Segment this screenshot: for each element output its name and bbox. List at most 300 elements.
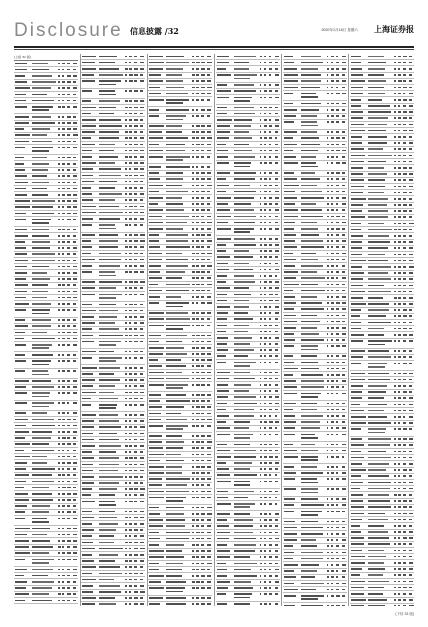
- table-cell: [327, 178, 329, 180]
- table-cell: [99, 62, 115, 64]
- table-cell: [234, 456, 257, 458]
- table-cell: [207, 359, 211, 361]
- table-cell: [129, 162, 132, 164]
- table-cell: [234, 269, 254, 271]
- table-cell: [264, 362, 267, 364]
- table-cell: [260, 390, 262, 392]
- table-cell: [67, 360, 70, 362]
- table-cell: [368, 74, 384, 76]
- table-cell: [234, 294, 252, 296]
- table-cell: [342, 56, 347, 58]
- table-cell: [269, 396, 273, 398]
- table-cell: [125, 457, 128, 459]
- table-cell: [201, 335, 205, 337]
- table-cell: [192, 93, 194, 95]
- table-cell: [409, 204, 412, 206]
- table-cell: [207, 185, 211, 187]
- table-cell: [336, 558, 339, 560]
- table-cell: [196, 372, 199, 374]
- table-cell: [398, 350, 400, 352]
- table-cell: [217, 137, 229, 139]
- table-cell: [201, 234, 205, 236]
- table-cell: [264, 90, 267, 92]
- table-cell: [99, 548, 123, 550]
- table-cell: [234, 250, 250, 252]
- table-cell: [73, 87, 77, 89]
- table-cell: [32, 443, 49, 445]
- table-cell: [192, 454, 194, 456]
- table-cell: [207, 284, 211, 286]
- table-cell: [368, 379, 390, 381]
- table-cell: [327, 527, 329, 529]
- table-cell: [351, 550, 362, 552]
- table-cell: [207, 441, 211, 443]
- table-cell: [217, 113, 228, 115]
- table-cell: [58, 593, 61, 595]
- table-cell: [67, 540, 71, 542]
- table-cell: [331, 521, 334, 523]
- table-cell: [269, 331, 272, 333]
- table-cell: [192, 172, 194, 174]
- table-cell: [275, 396, 279, 398]
- table-cell: [201, 318, 204, 320]
- table-cell: [264, 456, 267, 458]
- table-cell: [73, 291, 77, 293]
- table-cell: [269, 256, 272, 258]
- table-cell: [166, 603, 186, 605]
- table-cell: [403, 550, 406, 552]
- table-cell: [403, 593, 406, 595]
- table-cell: [15, 200, 30, 202]
- table-cell: [260, 250, 263, 252]
- table-cell: [196, 597, 198, 599]
- table-cell: [73, 266, 77, 268]
- table-cell: [217, 119, 232, 121]
- table-cell: [217, 238, 231, 240]
- table-cell: [166, 119, 183, 121]
- table-cell: [201, 394, 205, 396]
- table-cell: [301, 583, 324, 585]
- table-cell: [403, 379, 406, 381]
- table-cell: [15, 499, 29, 501]
- table-cell: [264, 497, 267, 499]
- table-cell: [394, 179, 396, 181]
- table-cell: [217, 427, 231, 429]
- table-cell: [32, 364, 49, 366]
- table-cell: [82, 529, 94, 531]
- table-cell: [192, 378, 194, 380]
- table-cell: [336, 478, 339, 480]
- table-cell: [301, 234, 319, 236]
- table-cell: [125, 404, 127, 406]
- table-cell: [284, 488, 296, 490]
- table-cell: [140, 597, 143, 599]
- table-cell: [82, 316, 94, 318]
- table-cell: [234, 355, 249, 357]
- table-cell: [217, 513, 230, 515]
- table-cell: [394, 254, 396, 256]
- table-cell: [275, 300, 279, 302]
- table-cell: [149, 271, 160, 273]
- table-cell: [331, 552, 333, 554]
- table-row: [283, 487, 347, 497]
- table-cell: [394, 241, 396, 243]
- table-cell: [67, 474, 70, 476]
- table-cell: [284, 521, 295, 523]
- table-cell: [264, 587, 267, 589]
- table-cell: [82, 281, 94, 283]
- table-cell: [207, 178, 211, 180]
- table-cell: [336, 409, 339, 411]
- table-cell: [351, 463, 362, 465]
- table-cell: [234, 78, 251, 80]
- table-cell: [264, 403, 267, 405]
- table-cell: [58, 134, 60, 136]
- table-cell: [336, 415, 340, 417]
- table-cell: [394, 451, 396, 453]
- table-cell: [32, 559, 54, 561]
- table-cell: [301, 539, 316, 541]
- table-cell: [58, 81, 60, 83]
- table-cell: [134, 271, 137, 273]
- table-cell: [15, 518, 25, 520]
- table-row: [216, 602, 280, 606]
- table-cell: [327, 521, 329, 523]
- table-cell: [62, 412, 65, 414]
- table-cell: [67, 552, 71, 554]
- table-cell: [129, 476, 132, 478]
- table-cell: [15, 291, 27, 293]
- table-cell: [73, 309, 76, 311]
- table-cell: [196, 137, 199, 139]
- table-cell: [301, 488, 318, 490]
- table-cell: [284, 434, 295, 436]
- table-cell: [368, 241, 390, 243]
- table-cell: [368, 179, 385, 181]
- table-cell: [342, 533, 346, 535]
- table-cell: [207, 484, 210, 486]
- table-cell: [327, 472, 329, 474]
- table-cell: [394, 385, 396, 387]
- table-cell: [409, 117, 412, 119]
- table-cell: [301, 103, 322, 105]
- table-cell: [67, 278, 71, 280]
- table-cell: [73, 206, 77, 208]
- table-cell: [99, 451, 116, 453]
- table-cell: [196, 56, 199, 58]
- table-cell: [125, 62, 127, 64]
- table-cell: [260, 185, 262, 187]
- table-cell: [129, 433, 132, 435]
- table-cell: [234, 484, 251, 486]
- table-cell: [207, 538, 211, 540]
- table-cell: [394, 148, 396, 150]
- table-cell: [82, 591, 93, 593]
- table-cell: [32, 552, 49, 554]
- table-cell: [264, 390, 267, 392]
- table-cell: [32, 122, 55, 124]
- table-cell: [275, 281, 279, 283]
- table-cell: [196, 441, 199, 443]
- table-cell: [134, 501, 137, 503]
- table-cell: [166, 425, 188, 427]
- table-cell: [192, 413, 194, 415]
- table-cell: [99, 271, 115, 273]
- table-cell: [82, 150, 92, 152]
- table-cell: [32, 87, 51, 89]
- table-cell: [82, 501, 95, 503]
- table-cell: [234, 343, 250, 345]
- table-cell: [15, 69, 27, 71]
- table-cell: [342, 308, 346, 310]
- table-cell: [398, 204, 401, 206]
- table-cell: [73, 75, 77, 77]
- table-cell: [351, 444, 364, 446]
- table-cell: [140, 316, 144, 318]
- table-cell: [82, 476, 94, 478]
- table-cell: [409, 74, 412, 76]
- table-cell: [331, 216, 334, 218]
- table-cell: [62, 559, 65, 561]
- table-cell: [234, 563, 258, 565]
- table-cell: [264, 275, 267, 277]
- table-cell: [398, 550, 400, 552]
- table-cell: [398, 506, 401, 508]
- table-cell: [331, 284, 333, 286]
- table-cell: [58, 260, 60, 262]
- table-cell: [264, 203, 267, 205]
- table-cell: [166, 591, 183, 593]
- table-cell: [342, 68, 346, 70]
- table-cell: [58, 360, 60, 362]
- table-cell: [99, 523, 118, 525]
- table-cell: [351, 605, 364, 606]
- table-cell: [129, 56, 131, 58]
- table-cell: [269, 216, 272, 218]
- table-cell: [217, 97, 229, 99]
- table-cell: [67, 253, 70, 255]
- table-cell: [234, 62, 249, 64]
- table-cell: [351, 568, 362, 570]
- table-cell: [207, 353, 211, 355]
- table-cell: [125, 224, 127, 226]
- table-cell: [166, 144, 184, 146]
- table-cell: [234, 519, 254, 521]
- table-cell: [403, 416, 405, 418]
- table-row: [216, 432, 280, 442]
- table-cell: [398, 291, 401, 293]
- table-cell: [67, 402, 69, 404]
- table-cell: [264, 434, 266, 436]
- table-cell: [368, 482, 391, 484]
- table-cell: [351, 124, 364, 126]
- table-cell: [217, 462, 227, 464]
- table-cell: [368, 438, 391, 440]
- table-cell: [301, 444, 315, 446]
- table-cell: [342, 290, 346, 292]
- table-cell: [264, 263, 267, 265]
- table-cell: [336, 345, 340, 347]
- table-cell: [67, 235, 70, 237]
- table-cell: [331, 374, 334, 376]
- table-cell: [394, 373, 396, 375]
- table-cell: [351, 562, 365, 564]
- table-cell: [201, 597, 204, 599]
- table-cell: [409, 469, 412, 471]
- table-cell: [166, 296, 181, 298]
- table-cell: [15, 392, 27, 394]
- table-cell: [327, 137, 329, 139]
- table-cell: [398, 410, 401, 412]
- table-cell: [327, 62, 329, 64]
- table-cell: [331, 386, 334, 388]
- table-cell: [398, 309, 400, 311]
- table-cell: [129, 322, 131, 324]
- table-cell: [327, 511, 329, 513]
- table-cell: [32, 253, 55, 255]
- table-cell: [269, 131, 272, 133]
- table-cell: [398, 315, 401, 317]
- table-cell: [275, 84, 279, 86]
- table-cell: [201, 460, 204, 462]
- table-cell: [327, 533, 329, 535]
- table-cell: [73, 344, 77, 346]
- table-cell: [336, 253, 339, 255]
- table-cell: [73, 443, 76, 445]
- table-cell: [275, 228, 279, 230]
- table-cell: [336, 203, 339, 205]
- table-row: [148, 154, 212, 164]
- table-cell: [99, 554, 117, 556]
- table-cell: [342, 259, 345, 261]
- table-cell: [207, 466, 211, 468]
- table-cell: [32, 392, 50, 394]
- table-cell: [129, 218, 132, 220]
- table-cell: [394, 438, 396, 440]
- table-cell: [398, 428, 401, 430]
- table-cell: [409, 179, 413, 181]
- table-cell: [196, 302, 198, 304]
- table-cell: [398, 531, 401, 533]
- table-cell: [140, 335, 144, 337]
- table-cell: [15, 462, 27, 464]
- table-cell: [331, 259, 334, 261]
- table-cell: [398, 422, 400, 424]
- table-cell: [260, 306, 262, 308]
- table-cell: [196, 365, 199, 367]
- table-cell: [394, 328, 396, 330]
- table-cell: [284, 478, 295, 480]
- table-cell: [260, 349, 262, 351]
- table-cell: [260, 403, 262, 405]
- table-cell: [67, 587, 70, 589]
- table-cell: [409, 605, 414, 606]
- table-cell: [301, 144, 321, 146]
- table-cell: [368, 80, 386, 82]
- table-cell: [409, 404, 413, 406]
- table-cell: [234, 238, 255, 240]
- table-cell: [207, 472, 210, 474]
- table-cell: [58, 505, 60, 507]
- table-cell: [149, 425, 162, 427]
- table-cell: [269, 355, 273, 357]
- table-cell: [62, 116, 64, 118]
- table-cell: [403, 285, 406, 287]
- table-cell: [394, 56, 396, 58]
- table-cell: [196, 62, 199, 64]
- table-cell: [134, 322, 137, 324]
- table-cell: [260, 300, 262, 302]
- table-cell: [67, 309, 70, 311]
- table-cell: [129, 310, 131, 312]
- table-cell: [260, 532, 262, 534]
- table-cell: [269, 525, 273, 527]
- table-row: [148, 114, 212, 124]
- table-cell: [125, 579, 127, 581]
- table-cell: [15, 370, 25, 372]
- table-cell: [192, 538, 194, 540]
- table-row: [14, 391, 78, 401]
- table-cell: [149, 240, 159, 242]
- table-cell: [207, 87, 212, 89]
- table-cell: [260, 372, 262, 374]
- table-cell: [327, 498, 329, 500]
- table-cell: [166, 328, 183, 330]
- table-cell: [134, 451, 137, 453]
- table-cell: [73, 581, 76, 583]
- table-cell: [15, 94, 26, 96]
- table-cell: [32, 412, 47, 414]
- table-cell: [217, 263, 229, 265]
- table-cell: [331, 327, 334, 329]
- table-cell: [342, 62, 346, 64]
- table-cell: [58, 297, 60, 299]
- table-cell: [284, 253, 294, 255]
- table-cell: [351, 500, 363, 502]
- table-cell: [82, 542, 93, 544]
- table-cell: [275, 97, 279, 99]
- table-cell: [82, 420, 94, 422]
- table-cell: [192, 284, 194, 286]
- table-cell: [129, 107, 132, 109]
- table-cell: [269, 281, 272, 283]
- table-cell: [327, 209, 329, 211]
- table-cell: [129, 246, 132, 248]
- table-cell: [32, 344, 52, 346]
- table-cell: [129, 351, 131, 353]
- table-cell: [275, 162, 279, 164]
- table-cell: [398, 587, 401, 589]
- table-cell: [331, 253, 334, 255]
- table-cell: [331, 87, 334, 89]
- table-cell: [394, 605, 396, 606]
- table-cell: [58, 600, 60, 602]
- table-row: [81, 292, 145, 302]
- table-cell: [166, 597, 186, 599]
- table-cell: [58, 370, 60, 372]
- table-cell: [62, 247, 64, 249]
- table-cell: [125, 591, 127, 593]
- table-cell: [342, 277, 346, 279]
- table-cell: [82, 253, 91, 255]
- table-cell: [301, 576, 316, 578]
- table-cell: [73, 219, 76, 221]
- table-cell: [134, 310, 137, 312]
- table-cell: [398, 475, 400, 477]
- table-cell: [336, 296, 339, 298]
- table-cell: [398, 303, 401, 305]
- table-cell: [192, 109, 194, 111]
